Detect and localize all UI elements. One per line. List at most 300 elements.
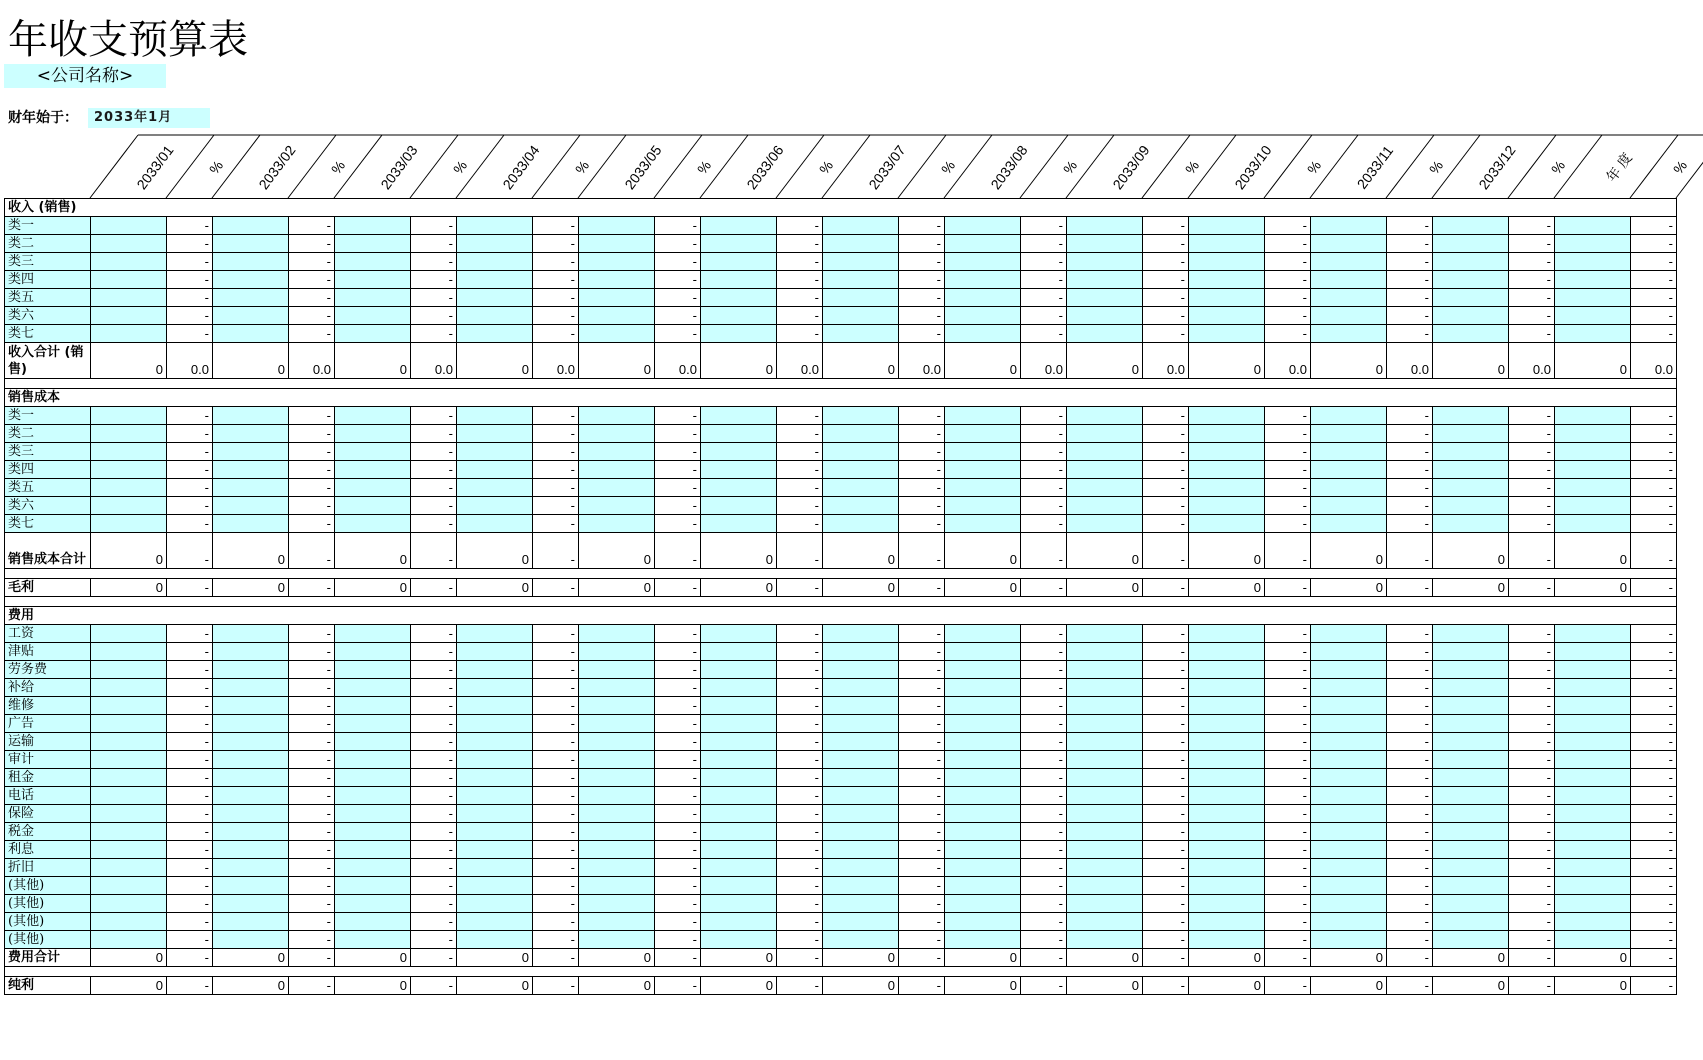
amount-input-cell[interactable] xyxy=(457,217,533,235)
amount-input-cell[interactable] xyxy=(1067,479,1143,497)
amount-input-cell[interactable] xyxy=(701,805,777,823)
amount-input-cell[interactable] xyxy=(1555,461,1631,479)
amount-input-cell[interactable] xyxy=(1433,823,1509,841)
amount-input-cell[interactable] xyxy=(1189,715,1265,733)
amount-input-cell[interactable] xyxy=(701,425,777,443)
line-item-label[interactable]: 类二 xyxy=(5,425,91,443)
amount-input-cell[interactable] xyxy=(1433,787,1509,805)
amount-input-cell[interactable] xyxy=(945,751,1021,769)
amount-input-cell[interactable] xyxy=(701,877,777,895)
amount-input-cell[interactable] xyxy=(213,913,289,931)
amount-input-cell[interactable] xyxy=(1067,859,1143,877)
line-item-label[interactable]: 类七 xyxy=(5,515,91,533)
amount-input-cell[interactable] xyxy=(701,497,777,515)
amount-input-cell[interactable] xyxy=(91,679,167,697)
amount-input-cell[interactable] xyxy=(579,217,655,235)
amount-input-cell[interactable] xyxy=(91,877,167,895)
line-item-label[interactable]: 类七 xyxy=(5,325,91,343)
amount-input-cell[interactable] xyxy=(579,679,655,697)
amount-input-cell[interactable] xyxy=(1067,931,1143,949)
amount-input-cell[interactable] xyxy=(1555,805,1631,823)
amount-input-cell[interactable] xyxy=(701,271,777,289)
line-item-label[interactable]: 类五 xyxy=(5,289,91,307)
amount-input-cell[interactable] xyxy=(1555,679,1631,697)
amount-input-cell[interactable] xyxy=(335,515,411,533)
amount-input-cell[interactable] xyxy=(91,859,167,877)
amount-input-cell[interactable] xyxy=(1433,859,1509,877)
amount-input-cell[interactable] xyxy=(1311,425,1387,443)
amount-input-cell[interactable] xyxy=(1555,425,1631,443)
amount-input-cell[interactable] xyxy=(1311,733,1387,751)
amount-input-cell[interactable] xyxy=(823,931,899,949)
amount-input-cell[interactable] xyxy=(579,479,655,497)
amount-input-cell[interactable] xyxy=(457,479,533,497)
amount-input-cell[interactable] xyxy=(701,461,777,479)
amount-input-cell[interactable] xyxy=(1433,625,1509,643)
amount-input-cell[interactable] xyxy=(1311,769,1387,787)
amount-input-cell[interactable] xyxy=(335,895,411,913)
amount-input-cell[interactable] xyxy=(1555,643,1631,661)
amount-input-cell[interactable] xyxy=(457,733,533,751)
amount-input-cell[interactable] xyxy=(1311,497,1387,515)
amount-input-cell[interactable] xyxy=(1189,787,1265,805)
amount-input-cell[interactable] xyxy=(1311,877,1387,895)
amount-input-cell[interactable] xyxy=(1311,715,1387,733)
amount-input-cell[interactable] xyxy=(335,461,411,479)
amount-input-cell[interactable] xyxy=(1433,679,1509,697)
amount-input-cell[interactable] xyxy=(213,679,289,697)
line-item-label[interactable]: 工资 xyxy=(5,625,91,643)
amount-input-cell[interactable] xyxy=(1189,733,1265,751)
amount-input-cell[interactable] xyxy=(823,497,899,515)
amount-input-cell[interactable] xyxy=(1311,625,1387,643)
amount-input-cell[interactable] xyxy=(945,895,1021,913)
amount-input-cell[interactable] xyxy=(1311,931,1387,949)
amount-input-cell[interactable] xyxy=(457,515,533,533)
amount-input-cell[interactable] xyxy=(701,769,777,787)
amount-input-cell[interactable] xyxy=(457,443,533,461)
amount-input-cell[interactable] xyxy=(945,859,1021,877)
amount-input-cell[interactable] xyxy=(1067,823,1143,841)
amount-input-cell[interactable] xyxy=(1189,625,1265,643)
amount-input-cell[interactable] xyxy=(91,461,167,479)
amount-input-cell[interactable] xyxy=(1311,407,1387,425)
amount-input-cell[interactable] xyxy=(1067,325,1143,343)
amount-input-cell[interactable] xyxy=(1555,325,1631,343)
amount-input-cell[interactable] xyxy=(213,859,289,877)
amount-input-cell[interactable] xyxy=(701,823,777,841)
amount-input-cell[interactable] xyxy=(335,625,411,643)
amount-input-cell[interactable] xyxy=(335,715,411,733)
amount-input-cell[interactable] xyxy=(579,931,655,949)
amount-input-cell[interactable] xyxy=(701,697,777,715)
amount-input-cell[interactable] xyxy=(457,407,533,425)
amount-input-cell[interactable] xyxy=(1555,841,1631,859)
amount-input-cell[interactable] xyxy=(1067,443,1143,461)
amount-input-cell[interactable] xyxy=(1189,235,1265,253)
amount-input-cell[interactable] xyxy=(823,253,899,271)
line-item-label[interactable]: 补给 xyxy=(5,679,91,697)
amount-input-cell[interactable] xyxy=(1311,697,1387,715)
amount-input-cell[interactable] xyxy=(1067,515,1143,533)
amount-input-cell[interactable] xyxy=(1189,931,1265,949)
amount-input-cell[interactable] xyxy=(579,271,655,289)
amount-input-cell[interactable] xyxy=(1555,733,1631,751)
amount-input-cell[interactable] xyxy=(945,625,1021,643)
amount-input-cell[interactable] xyxy=(1189,679,1265,697)
amount-input-cell[interactable] xyxy=(335,425,411,443)
amount-input-cell[interactable] xyxy=(823,307,899,325)
amount-input-cell[interactable] xyxy=(213,715,289,733)
amount-input-cell[interactable] xyxy=(91,751,167,769)
amount-input-cell[interactable] xyxy=(823,325,899,343)
amount-input-cell[interactable] xyxy=(91,625,167,643)
amount-input-cell[interactable] xyxy=(91,307,167,325)
amount-input-cell[interactable] xyxy=(1311,235,1387,253)
amount-input-cell[interactable] xyxy=(823,895,899,913)
amount-input-cell[interactable] xyxy=(457,289,533,307)
amount-input-cell[interactable] xyxy=(91,787,167,805)
amount-input-cell[interactable] xyxy=(1311,787,1387,805)
amount-input-cell[interactable] xyxy=(213,769,289,787)
amount-input-cell[interactable] xyxy=(91,931,167,949)
amount-input-cell[interactable] xyxy=(457,679,533,697)
amount-input-cell[interactable] xyxy=(457,895,533,913)
amount-input-cell[interactable] xyxy=(945,235,1021,253)
amount-input-cell[interactable] xyxy=(457,425,533,443)
amount-input-cell[interactable] xyxy=(579,425,655,443)
amount-input-cell[interactable] xyxy=(823,877,899,895)
amount-input-cell[interactable] xyxy=(823,235,899,253)
amount-input-cell[interactable] xyxy=(457,769,533,787)
amount-input-cell[interactable] xyxy=(945,769,1021,787)
amount-input-cell[interactable] xyxy=(1433,661,1509,679)
amount-input-cell[interactable] xyxy=(1311,841,1387,859)
amount-input-cell[interactable] xyxy=(335,823,411,841)
line-item-label[interactable]: 类二 xyxy=(5,235,91,253)
amount-input-cell[interactable] xyxy=(213,751,289,769)
amount-input-cell[interactable] xyxy=(1555,877,1631,895)
amount-input-cell[interactable] xyxy=(91,823,167,841)
amount-input-cell[interactable] xyxy=(823,841,899,859)
line-item-label[interactable]: (其他) xyxy=(5,895,91,913)
amount-input-cell[interactable] xyxy=(1433,253,1509,271)
amount-input-cell[interactable] xyxy=(945,407,1021,425)
amount-input-cell[interactable] xyxy=(91,769,167,787)
amount-input-cell[interactable] xyxy=(823,859,899,877)
amount-input-cell[interactable] xyxy=(1189,461,1265,479)
amount-input-cell[interactable] xyxy=(1433,235,1509,253)
amount-input-cell[interactable] xyxy=(1067,289,1143,307)
amount-input-cell[interactable] xyxy=(335,643,411,661)
amount-input-cell[interactable] xyxy=(579,751,655,769)
amount-input-cell[interactable] xyxy=(579,805,655,823)
amount-input-cell[interactable] xyxy=(213,271,289,289)
amount-input-cell[interactable] xyxy=(335,407,411,425)
line-item-label[interactable]: 类四 xyxy=(5,271,91,289)
amount-input-cell[interactable] xyxy=(457,931,533,949)
line-item-label[interactable]: 类一 xyxy=(5,217,91,235)
amount-input-cell[interactable] xyxy=(823,823,899,841)
amount-input-cell[interactable] xyxy=(945,661,1021,679)
amount-input-cell[interactable] xyxy=(701,515,777,533)
amount-input-cell[interactable] xyxy=(579,661,655,679)
amount-input-cell[interactable] xyxy=(335,479,411,497)
amount-input-cell[interactable] xyxy=(1555,407,1631,425)
amount-input-cell[interactable] xyxy=(213,497,289,515)
amount-input-cell[interactable] xyxy=(335,733,411,751)
amount-input-cell[interactable] xyxy=(1067,661,1143,679)
amount-input-cell[interactable] xyxy=(945,443,1021,461)
amount-input-cell[interactable] xyxy=(213,895,289,913)
amount-input-cell[interactable] xyxy=(335,235,411,253)
amount-input-cell[interactable] xyxy=(823,643,899,661)
amount-input-cell[interactable] xyxy=(213,805,289,823)
amount-input-cell[interactable] xyxy=(1067,235,1143,253)
amount-input-cell[interactable] xyxy=(91,715,167,733)
amount-input-cell[interactable] xyxy=(457,643,533,661)
amount-input-cell[interactable] xyxy=(701,253,777,271)
amount-input-cell[interactable] xyxy=(91,235,167,253)
amount-input-cell[interactable] xyxy=(1067,497,1143,515)
amount-input-cell[interactable] xyxy=(1067,769,1143,787)
company-name-field[interactable]: <公司名称> xyxy=(4,64,166,88)
amount-input-cell[interactable] xyxy=(1067,841,1143,859)
amount-input-cell[interactable] xyxy=(1555,661,1631,679)
amount-input-cell[interactable] xyxy=(1189,479,1265,497)
amount-input-cell[interactable] xyxy=(579,823,655,841)
fiscal-year-field[interactable]: 2033年1月 xyxy=(88,108,210,128)
amount-input-cell[interactable] xyxy=(579,461,655,479)
amount-input-cell[interactable] xyxy=(213,289,289,307)
amount-input-cell[interactable] xyxy=(457,271,533,289)
amount-input-cell[interactable] xyxy=(823,461,899,479)
amount-input-cell[interactable] xyxy=(823,479,899,497)
line-item-label[interactable]: 类五 xyxy=(5,479,91,497)
amount-input-cell[interactable] xyxy=(1189,289,1265,307)
amount-input-cell[interactable] xyxy=(1189,643,1265,661)
amount-input-cell[interactable] xyxy=(823,913,899,931)
amount-input-cell[interactable] xyxy=(1433,289,1509,307)
amount-input-cell[interactable] xyxy=(1555,625,1631,643)
amount-input-cell[interactable] xyxy=(1189,877,1265,895)
line-item-label[interactable]: 电话 xyxy=(5,787,91,805)
line-item-label[interactable]: 维修 xyxy=(5,697,91,715)
amount-input-cell[interactable] xyxy=(457,823,533,841)
amount-input-cell[interactable] xyxy=(213,235,289,253)
amount-input-cell[interactable] xyxy=(579,895,655,913)
amount-input-cell[interactable] xyxy=(457,877,533,895)
amount-input-cell[interactable] xyxy=(335,289,411,307)
amount-input-cell[interactable] xyxy=(945,425,1021,443)
amount-input-cell[interactable] xyxy=(335,805,411,823)
amount-input-cell[interactable] xyxy=(945,931,1021,949)
amount-input-cell[interactable] xyxy=(1555,895,1631,913)
amount-input-cell[interactable] xyxy=(701,307,777,325)
amount-input-cell[interactable] xyxy=(579,235,655,253)
line-item-label[interactable]: 审计 xyxy=(5,751,91,769)
amount-input-cell[interactable] xyxy=(823,289,899,307)
amount-input-cell[interactable] xyxy=(823,751,899,769)
amount-input-cell[interactable] xyxy=(579,289,655,307)
amount-input-cell[interactable] xyxy=(335,661,411,679)
amount-input-cell[interactable] xyxy=(335,913,411,931)
amount-input-cell[interactable] xyxy=(213,697,289,715)
amount-input-cell[interactable] xyxy=(1433,479,1509,497)
amount-input-cell[interactable] xyxy=(1311,271,1387,289)
line-item-label[interactable]: 折旧 xyxy=(5,859,91,877)
amount-input-cell[interactable] xyxy=(335,679,411,697)
amount-input-cell[interactable] xyxy=(1433,877,1509,895)
amount-input-cell[interactable] xyxy=(1555,497,1631,515)
amount-input-cell[interactable] xyxy=(823,805,899,823)
amount-input-cell[interactable] xyxy=(1189,515,1265,533)
amount-input-cell[interactable] xyxy=(1433,913,1509,931)
amount-input-cell[interactable] xyxy=(457,625,533,643)
amount-input-cell[interactable] xyxy=(1067,425,1143,443)
amount-input-cell[interactable] xyxy=(945,913,1021,931)
amount-input-cell[interactable] xyxy=(1433,407,1509,425)
amount-input-cell[interactable] xyxy=(1189,253,1265,271)
amount-input-cell[interactable] xyxy=(579,859,655,877)
amount-input-cell[interactable] xyxy=(701,913,777,931)
amount-input-cell[interactable] xyxy=(579,515,655,533)
amount-input-cell[interactable] xyxy=(213,733,289,751)
amount-input-cell[interactable] xyxy=(91,515,167,533)
amount-input-cell[interactable] xyxy=(91,217,167,235)
amount-input-cell[interactable] xyxy=(579,787,655,805)
amount-input-cell[interactable] xyxy=(457,805,533,823)
amount-input-cell[interactable] xyxy=(945,715,1021,733)
line-item-label[interactable]: 类一 xyxy=(5,407,91,425)
amount-input-cell[interactable] xyxy=(1189,325,1265,343)
amount-input-cell[interactable] xyxy=(1189,443,1265,461)
amount-input-cell[interactable] xyxy=(213,643,289,661)
amount-input-cell[interactable] xyxy=(1067,913,1143,931)
amount-input-cell[interactable] xyxy=(1311,515,1387,533)
amount-input-cell[interactable] xyxy=(1311,895,1387,913)
amount-input-cell[interactable] xyxy=(945,325,1021,343)
amount-input-cell[interactable] xyxy=(1189,805,1265,823)
amount-input-cell[interactable] xyxy=(91,841,167,859)
amount-input-cell[interactable] xyxy=(823,443,899,461)
amount-input-cell[interactable] xyxy=(1433,515,1509,533)
amount-input-cell[interactable] xyxy=(823,407,899,425)
amount-input-cell[interactable] xyxy=(1311,325,1387,343)
amount-input-cell[interactable] xyxy=(701,443,777,461)
amount-input-cell[interactable] xyxy=(1189,407,1265,425)
amount-input-cell[interactable] xyxy=(1067,461,1143,479)
amount-input-cell[interactable] xyxy=(701,289,777,307)
line-item-label[interactable]: 类三 xyxy=(5,253,91,271)
amount-input-cell[interactable] xyxy=(1555,443,1631,461)
amount-input-cell[interactable] xyxy=(457,787,533,805)
amount-input-cell[interactable] xyxy=(91,661,167,679)
amount-input-cell[interactable] xyxy=(457,715,533,733)
amount-input-cell[interactable] xyxy=(1067,307,1143,325)
amount-input-cell[interactable] xyxy=(457,253,533,271)
amount-input-cell[interactable] xyxy=(579,769,655,787)
amount-input-cell[interactable] xyxy=(91,733,167,751)
amount-input-cell[interactable] xyxy=(335,877,411,895)
amount-input-cell[interactable] xyxy=(213,661,289,679)
amount-input-cell[interactable] xyxy=(701,715,777,733)
amount-input-cell[interactable] xyxy=(335,787,411,805)
amount-input-cell[interactable] xyxy=(457,307,533,325)
line-item-label[interactable]: 税金 xyxy=(5,823,91,841)
amount-input-cell[interactable] xyxy=(213,841,289,859)
amount-input-cell[interactable] xyxy=(1067,253,1143,271)
amount-input-cell[interactable] xyxy=(457,697,533,715)
amount-input-cell[interactable] xyxy=(91,443,167,461)
amount-input-cell[interactable] xyxy=(1555,715,1631,733)
amount-input-cell[interactable] xyxy=(1311,253,1387,271)
amount-input-cell[interactable] xyxy=(91,325,167,343)
amount-input-cell[interactable] xyxy=(213,931,289,949)
amount-input-cell[interactable] xyxy=(579,497,655,515)
amount-input-cell[interactable] xyxy=(945,787,1021,805)
amount-input-cell[interactable] xyxy=(335,751,411,769)
amount-input-cell[interactable] xyxy=(91,425,167,443)
amount-input-cell[interactable] xyxy=(1433,751,1509,769)
amount-input-cell[interactable] xyxy=(91,805,167,823)
amount-input-cell[interactable] xyxy=(335,307,411,325)
amount-input-cell[interactable] xyxy=(945,479,1021,497)
amount-input-cell[interactable] xyxy=(1555,289,1631,307)
amount-input-cell[interactable] xyxy=(1311,823,1387,841)
amount-input-cell[interactable] xyxy=(823,515,899,533)
amount-input-cell[interactable] xyxy=(1067,643,1143,661)
amount-input-cell[interactable] xyxy=(91,643,167,661)
amount-input-cell[interactable] xyxy=(1189,307,1265,325)
amount-input-cell[interactable] xyxy=(1311,661,1387,679)
amount-input-cell[interactable] xyxy=(1311,913,1387,931)
amount-input-cell[interactable] xyxy=(579,697,655,715)
amount-input-cell[interactable] xyxy=(945,679,1021,697)
amount-input-cell[interactable] xyxy=(213,407,289,425)
amount-input-cell[interactable] xyxy=(945,289,1021,307)
amount-input-cell[interactable] xyxy=(823,787,899,805)
amount-input-cell[interactable] xyxy=(579,307,655,325)
amount-input-cell[interactable] xyxy=(945,217,1021,235)
amount-input-cell[interactable] xyxy=(1067,697,1143,715)
amount-input-cell[interactable] xyxy=(1555,217,1631,235)
amount-input-cell[interactable] xyxy=(701,625,777,643)
amount-input-cell[interactable] xyxy=(1555,235,1631,253)
line-item-label[interactable]: 类四 xyxy=(5,461,91,479)
amount-input-cell[interactable] xyxy=(701,895,777,913)
amount-input-cell[interactable] xyxy=(1067,895,1143,913)
amount-input-cell[interactable] xyxy=(945,841,1021,859)
amount-input-cell[interactable] xyxy=(1067,751,1143,769)
amount-input-cell[interactable] xyxy=(1433,697,1509,715)
amount-input-cell[interactable] xyxy=(457,913,533,931)
amount-input-cell[interactable] xyxy=(701,679,777,697)
amount-input-cell[interactable] xyxy=(213,787,289,805)
line-item-label[interactable]: 租金 xyxy=(5,769,91,787)
amount-input-cell[interactable] xyxy=(945,697,1021,715)
amount-input-cell[interactable] xyxy=(335,325,411,343)
amount-input-cell[interactable] xyxy=(1189,271,1265,289)
amount-input-cell[interactable] xyxy=(457,841,533,859)
amount-input-cell[interactable] xyxy=(823,661,899,679)
line-item-label[interactable]: (其他) xyxy=(5,877,91,895)
amount-input-cell[interactable] xyxy=(579,877,655,895)
amount-input-cell[interactable] xyxy=(701,751,777,769)
amount-input-cell[interactable] xyxy=(1555,697,1631,715)
amount-input-cell[interactable] xyxy=(701,235,777,253)
amount-input-cell[interactable] xyxy=(945,823,1021,841)
